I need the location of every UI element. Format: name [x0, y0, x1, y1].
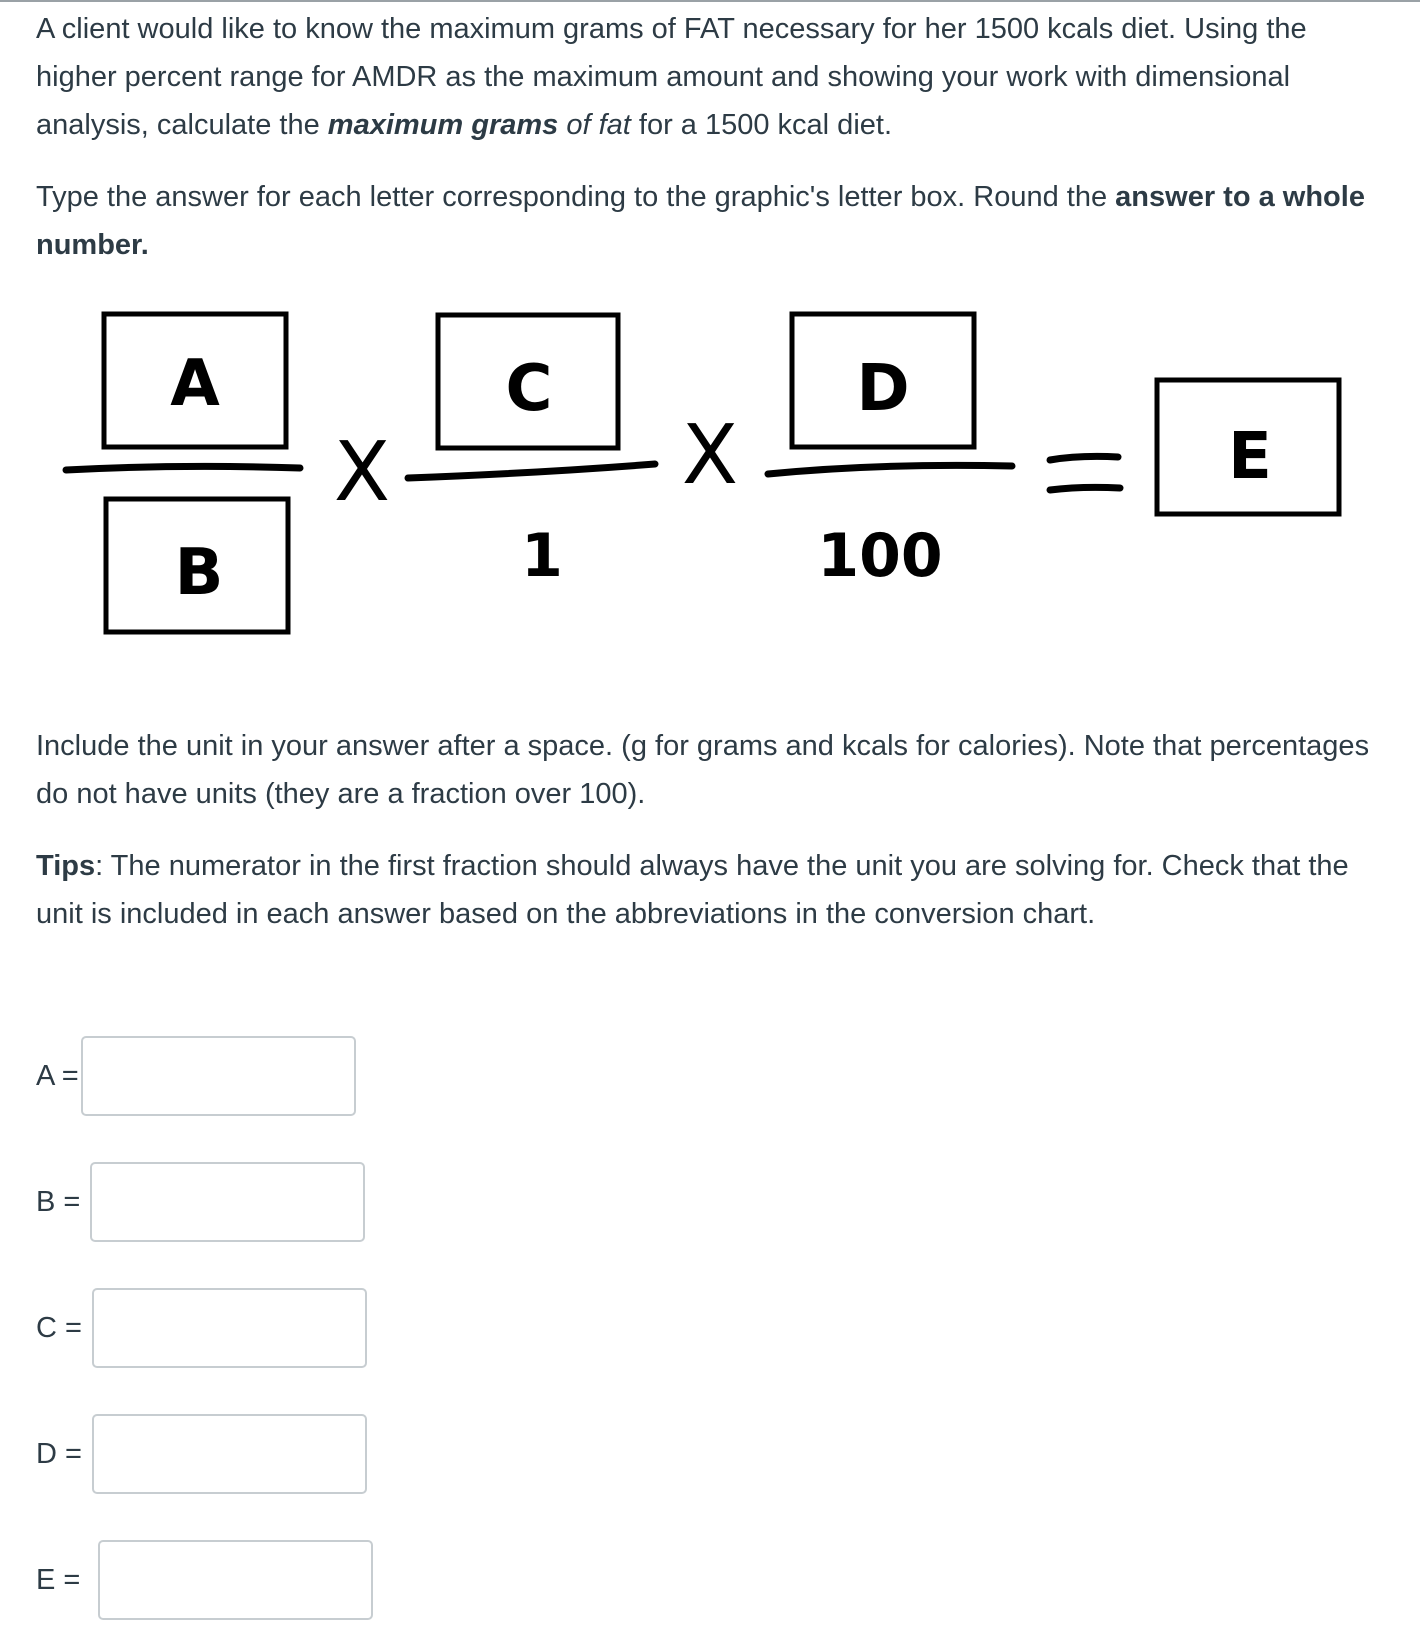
equals-line-bottom [1050, 487, 1120, 490]
denominator-1: 1 [521, 521, 563, 591]
denominator-2: 100 [817, 521, 943, 591]
answer-input-a[interactable] [81, 1036, 356, 1116]
answer-input-e[interactable] [98, 1540, 373, 1620]
box-c-label: C [505, 352, 553, 426]
question-text-end: for a 1500 kcal diet. [630, 109, 892, 141]
answer-row-b [36, 1162, 365, 1242]
tips-paragraph [36, 842, 1386, 938]
emphasis-text: maximum grams [327, 109, 559, 141]
multiply-sign-2: X [681, 408, 739, 503]
question-paragraph-1 [36, 5, 1386, 149]
answer-input-b[interactable] [90, 1162, 365, 1242]
tips-label: Tips [36, 850, 96, 882]
box-b-label: B [174, 536, 224, 610]
box-d-label: D [856, 352, 910, 426]
answer-label-a: A = [36, 1059, 79, 1092]
answer-row-d [36, 1414, 367, 1494]
top-divider [0, 0, 1420, 2]
instruction-bold-text: answer to a whole number. [36, 181, 1365, 261]
answer-row-a [36, 1036, 356, 1116]
answer-input-c[interactable] [92, 1288, 367, 1368]
box-e-label: E [1228, 420, 1272, 494]
answer-label-b: B = [36, 1185, 81, 1218]
answer-input-d[interactable] [92, 1414, 367, 1494]
instruction-paragraph [36, 173, 1386, 269]
multiply-sign-1: X [333, 425, 391, 520]
italic-text: of fat [566, 109, 631, 141]
box-a-label: A [170, 347, 220, 421]
fraction-bar-2 [408, 464, 655, 478]
answer-row-e [36, 1540, 373, 1620]
fraction-bar-1 [66, 466, 300, 470]
answer-label-e: E = [36, 1563, 81, 1596]
fraction-bar-3 [768, 465, 1012, 474]
answer-label-d: D = [36, 1437, 82, 1470]
tips-text: : The numerator in the first fraction should always have the unit you are solving for. Check that the unit is included in each answer based on the abbreviations in the conversion chart. [36, 850, 1349, 930]
question-text: A client would like to know the maximum grams of FAT necessary for her 1500 kcals diet. Using the higher percent range for AMDR as the maximum amount and showing your work with dimensional analysis, calculate the [36, 13, 1307, 141]
answer-label-c: C = [36, 1311, 82, 1344]
instruction-text: Type the answer for each letter corresponding to the graphic's letter box. Round the [36, 181, 1116, 213]
unit-note-paragraph: Include the unit in your answer after a space. (g for grams and kcals for calories). Note that percentages do not have units (they are a fraction over 100). [36, 730, 1370, 810]
dimensional-analysis-graphic [0, 300, 1420, 660]
equals-line-top [1050, 456, 1118, 460]
answer-row-c [36, 1288, 367, 1368]
